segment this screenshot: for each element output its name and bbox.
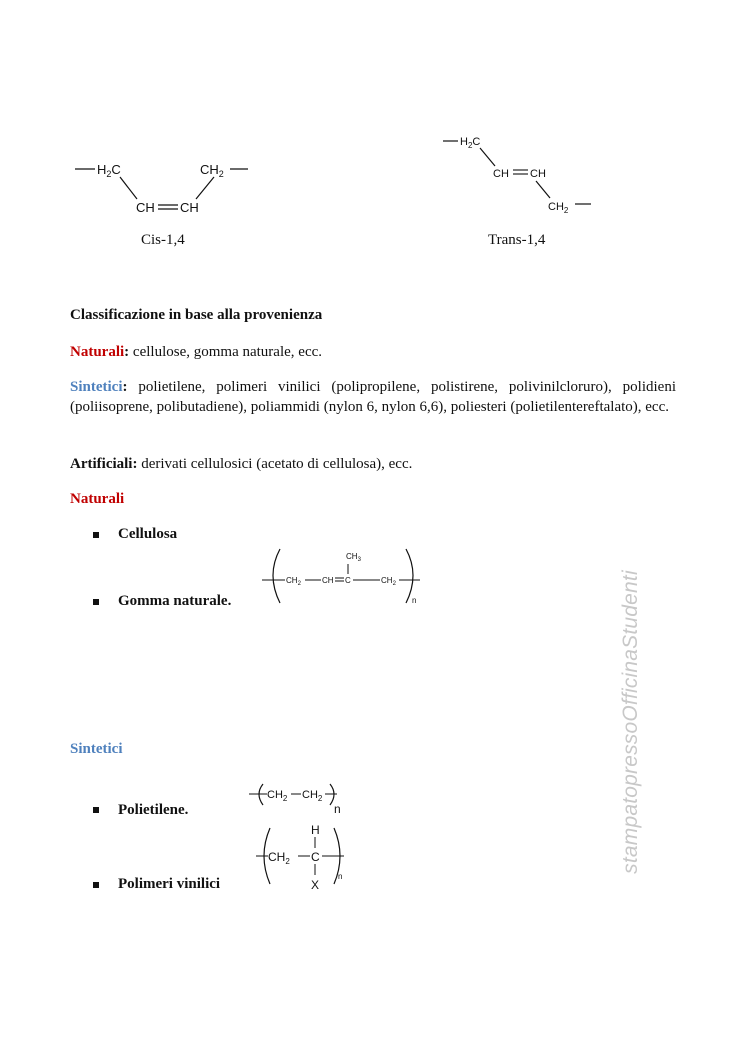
- list-item-polietilene: Polietilene.: [118, 802, 189, 818]
- svg-text:CH2: $CH_2$: [302, 789, 323, 803]
- svg-text:n: n: [412, 596, 417, 605]
- svg-text:C: C: [311, 850, 320, 864]
- sintetici-paragraph: Sintetici: polietilene, polimeri vinilici (polipropilene, polistirene, polivinilcloruro), polidieni (poliisoprene, polibutadiene), poliammidi (nylon 6, nylon 6,6), poliesteri (polietilentereftalato), ecc.: [70, 379, 676, 415]
- svg-text:n: n: [338, 872, 343, 881]
- naturali-section-title: Naturali: [70, 491, 125, 507]
- sintetici-section-title: Sintetici: [70, 741, 123, 757]
- natural-rubber-formula: [258, 545, 428, 610]
- naturali-label: Naturali: [70, 344, 125, 360]
- sintetici-label: Sintetici: [70, 379, 123, 395]
- svg-text:H2C: $H_2C$: [460, 136, 481, 150]
- artificiali-label: Artificiali:: [70, 456, 138, 472]
- list-item-gomma-naturale: Gomma naturale.: [118, 593, 232, 609]
- svg-text:CH2: $CH_2$: [381, 576, 396, 587]
- cis-14-structure: [70, 150, 260, 222]
- trans-14-structure: [440, 128, 600, 218]
- classification-heading: Classificazione in base alla provenienza: [70, 307, 323, 323]
- cis-caption: Cis-1,4: [141, 232, 185, 248]
- watermark: stampatopressoOfficinaStudenti: [619, 570, 642, 874]
- list-item-cellulosa: Cellulosa: [118, 526, 178, 542]
- svg-text:H: H: [311, 823, 320, 837]
- svg-text:CH3: $CH_3$: [346, 552, 361, 563]
- svg-text:CH: CH: [322, 576, 334, 585]
- svg-text:CH: CH: [180, 200, 199, 215]
- bullet-icon: [93, 807, 99, 813]
- list-item-polimeri-vinilici: Polimeri vinilici: [118, 876, 221, 892]
- svg-text:X: X: [311, 878, 320, 892]
- artificiali-line: Artificiali: derivati cellulosici (acetato di cellulosa), ecc.: [70, 456, 413, 472]
- naturali-line: Naturali: cellulose, gomma naturale, ecc.: [70, 344, 323, 360]
- bullet-icon: [93, 532, 99, 538]
- svg-text:CH2: $CH_2$: [548, 201, 569, 215]
- trans-caption: Trans-1,4: [488, 232, 546, 248]
- svg-text:CH: CH: [136, 200, 155, 215]
- svg-text:n: n: [334, 802, 341, 814]
- bullet-icon: [93, 882, 99, 888]
- svg-text:CH: CH: [493, 168, 509, 180]
- svg-text:CH2: $CH_2$: [286, 576, 301, 587]
- vinyl-polymer-formula: [252, 820, 352, 894]
- svg-text:CH: CH: [530, 168, 546, 180]
- svg-text:C: C: [345, 576, 351, 585]
- svg-text:CH2: $CH_2$: [200, 162, 224, 179]
- polyethylene-formula: [245, 780, 345, 814]
- svg-text:H2C: $H_2C$: [97, 162, 121, 179]
- svg-text:CH2: $CH_2$: [268, 850, 290, 866]
- bullet-icon: [93, 599, 99, 605]
- svg-text:CH2: $CH_2$: [267, 789, 288, 803]
